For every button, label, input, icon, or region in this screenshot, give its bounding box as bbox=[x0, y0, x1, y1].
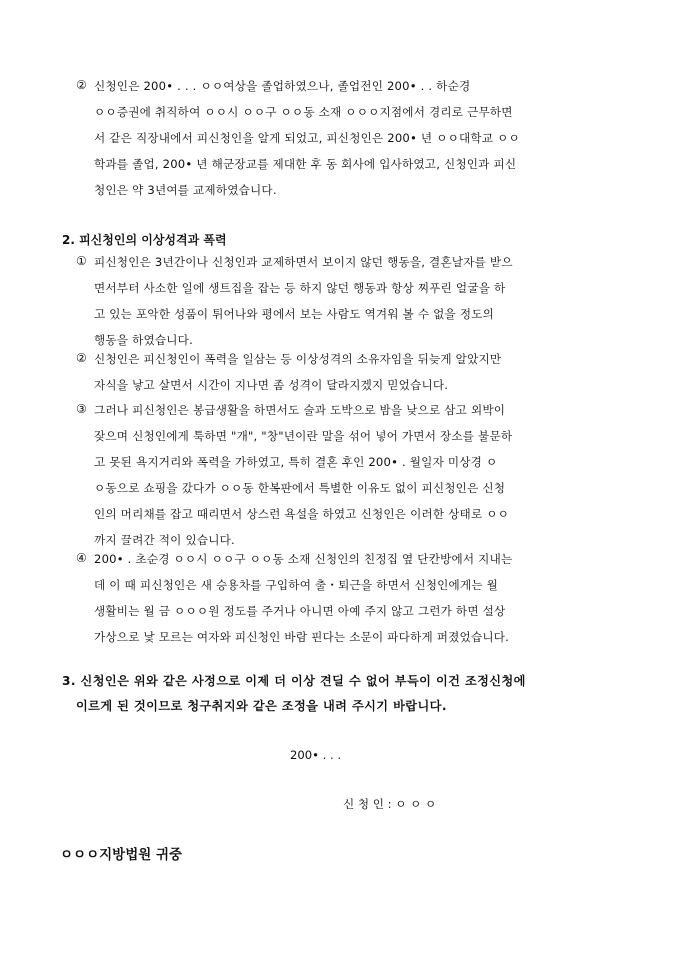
section3-line: 3. 신청인은 위와 같은 사정으로 이제 더 이상 견딜 수 없어 부득이 이건 조정신청에 bbox=[62, 674, 526, 688]
text-line: 학과를 졸업, 200• 년 해군장교를 제대한 후 동 회사에 입사하였고, 신청인과 피신 bbox=[94, 157, 517, 171]
text-line: 청인은 약 3년여를 교제하였습니다. bbox=[94, 183, 277, 197]
item-number: ② bbox=[76, 78, 87, 92]
text-line: 데 이 때 피신청인은 새 승용차를 구입하여 출・퇴근을 하면서 신청인에게는 월 bbox=[94, 578, 499, 592]
text-line: 잦으며 신청인에게 툭하면 "개", "창"년이란 말을 섞어 넣어 가면서 장소를 불문하 bbox=[94, 429, 513, 443]
text-line: 그러나 피신청인은 봉급생활을 하면서도 술과 도박으로 밤을 낮으로 삼고 외박이 bbox=[94, 403, 506, 417]
text-line: 가상으로 낯 모르는 여자와 피신청인 바람 핀다는 소문이 파다하게 퍼졌었습니다. bbox=[94, 630, 510, 644]
text-line: 고 못된 욕지거리와 폭력을 가하였고, 특히 결혼 후인 200• . 월일자 미상경 ㅇ bbox=[94, 455, 498, 469]
section3-line: 이르게 된 것이므로 청구취지와 같은 조정을 내려 주시기 바랍니다. bbox=[76, 699, 447, 713]
filing-date: 200• . . . bbox=[290, 748, 342, 762]
text-line: 면서부터 사소한 일에 생트집을 잡는 등 하지 않던 행동과 항상 찌푸린 얼굴을 하 bbox=[94, 281, 506, 295]
item-number: ② bbox=[76, 351, 87, 365]
item-number: ④ bbox=[76, 551, 87, 565]
item-number: ③ bbox=[76, 402, 87, 416]
text-line: 200• . 초순경 ㅇㅇ시 ㅇㅇ구 ㅇㅇ동 소재 신청인의 친정집 옆 단칸방에서 지내는 bbox=[94, 552, 513, 566]
text-line: 자식을 낳고 살면서 시간이 지나면 좀 성격이 달라지겠지 믿었습니다. bbox=[94, 378, 449, 392]
text-line: 고 있는 포악한 성품이 튀어나와 평에서 보는 사람도 역겨워 볼 수 없을 정도의 bbox=[94, 307, 495, 321]
item-number: ① bbox=[76, 254, 87, 268]
text-line: 까지 끌려간 적이 있습니다. bbox=[94, 533, 235, 547]
text-line: 인의 머리채를 잡고 때리면서 상스런 욕설을 하였고 신청인은 이러한 상태로 ㅇㅇ bbox=[94, 507, 510, 521]
text-line: ㅇ동으로 쇼핑을 갔다가 ㅇㅇ동 한복판에서 특별한 이유도 없이 피신청인은 신청 bbox=[94, 481, 506, 495]
text-line: 피신청인은 3년간이나 신청인과 교제하면서 보이지 않던 행동을, 결혼날자를 받으 bbox=[94, 255, 513, 269]
text-line: 생활비는 월 금 ㅇㅇㅇ원 정도를 주거나 아니면 아예 주지 않고 그런가 하면 설상 bbox=[94, 604, 506, 618]
text-line: 신청인은 피신청인이 폭력을 일삼는 등 이상성격의 소유자임을 뒤늦게 알았지만 bbox=[94, 352, 502, 366]
text-line: 신청인은 200• . . . ㅇㅇ여상을 졸업하였으나, 졸업전인 200• . . 하순경 bbox=[94, 79, 471, 93]
text-line: 서 같은 직장내에서 피신청인을 알게 되었고, 피신청인은 200• 년 ㅇㅇ대학교 ㅇㅇ bbox=[94, 131, 520, 145]
text-line: 행동을 하였습니다. bbox=[94, 333, 193, 347]
text-line: ㅇㅇ증권에 취직하여 ㅇㅇ시 ㅇㅇ구 ㅇㅇ동 소재 ㅇㅇㅇ지점에서 경리로 근무하면 bbox=[94, 105, 513, 119]
section2-heading: 2. 피신청인의 이상성격과 폭력 bbox=[62, 233, 227, 247]
applicant-signature: 신 청 인 : ㅇ ㅇ ㅇ bbox=[343, 797, 437, 811]
court-addressee: ㅇㅇㅇ지방법원 귀중 bbox=[60, 847, 183, 863]
